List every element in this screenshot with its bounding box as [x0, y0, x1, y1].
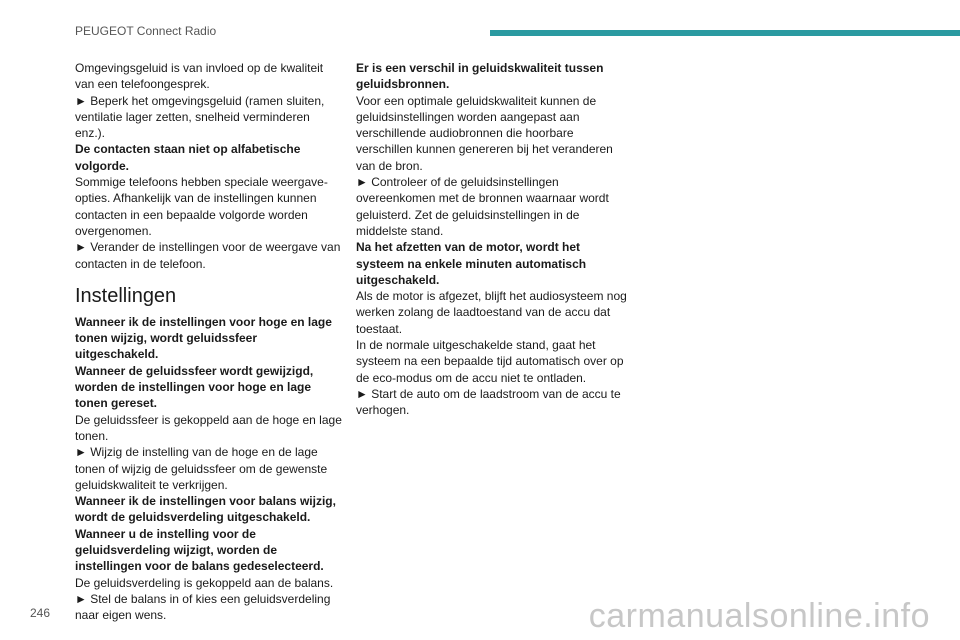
paragraph: Omgevingsgeluid is van invloed op de kwaliteit van een telefoongesprek. — [75, 61, 324, 92]
paragraph: Als de motor is afgezet, blijft het audiosysteem nog werken zolang de laadtoestand van de accu dat toestaat. — [356, 289, 627, 336]
bold-paragraph: Wanneer u de instelling voor de geluidsverdeling wijzigt, worden de instellingen voor de balans gedeselecteerd. — [75, 526, 324, 574]
paragraph: ► Verander de instellingen voor de weergave van contacten in de telefoon. — [75, 240, 341, 271]
bold-paragraph: Wanneer de geluidssfeer wordt gewijzigd, worden de instellingen voor hoge en lage tonen gereset. — [75, 363, 314, 411]
paragraph: ► Start de auto om de laadstroom van de accu te verhogen. — [356, 386, 621, 418]
paragraph: Voor een optimale geluidskwaliteit kunnen de geluidsinstellingen worden aangepast aan verschillende audiobronnen die hoorbare verschillen kunnen genereren bij het veranderen van de bron. — [356, 93, 613, 173]
paragraph: In de normale uitgeschakelde stand, gaat het systeem na een bepaalde tijd automatisch over op de eco-modus om de accu niet te ontladen. — [356, 338, 624, 385]
header-title: PEUGEOT Connect Radio — [75, 24, 217, 38]
bold-paragraph: Er is een verschil in geluidskwaliteit tussen geluidsbronnen. — [356, 61, 604, 92]
watermark-link[interactable]: carmanualsonline.info — [588, 597, 930, 635]
left-column — [75, 60, 343, 624]
bold-paragraph: Wanneer ik de instellingen voor hoge en lage tonen wijzig, wordt geluidssfeer uitgeschakeld. — [75, 314, 332, 362]
paragraph: ► Controleer of de geluidsinstellingen overeenkomen met de bronnen waarnaar wordt geluisterd. Zet de geluidsinstellingen in de middelste stand. — [356, 175, 609, 238]
paragraph: ► Stel de balans in of kies een geluidsverdeling naar eigen wens. — [75, 591, 331, 623]
paragraph: Sommige telefoons hebben speciale weergave-opties. Afhankelijk van de instellingen kunnen contacten in een bepaalde volgorde worden overgenomen. — [75, 175, 328, 238]
section-heading: Instellingen — [75, 284, 177, 307]
header-accent-bar — [490, 30, 960, 36]
bold-paragraph: De contacten staan niet op alfabetische volgorde. — [75, 142, 301, 173]
bold-paragraph: Na het afzetten van de motor, wordt het systeem na enkele minuten automatisch uitgeschakeld. — [356, 240, 587, 287]
bold-paragraph: Wanneer ik de instellingen voor balans wijzig, wordt de geluidsverdeling uitgeschakeld. — [75, 494, 336, 525]
paragraph: De geluidssfeer is gekoppeld aan de hoge en lage tonen. — [75, 412, 342, 443]
page-number: 246 — [30, 606, 51, 620]
paragraph: ► Beperk het omgevingsgeluid (ramen sluiten, ventilatie lager zetten, snelheid verminderen enz.). — [75, 93, 325, 141]
paragraph: De geluidsverdeling is gekoppeld aan de balans. — [75, 575, 334, 590]
right-column — [356, 60, 628, 419]
paragraph: ► Wijzig de instelling van de hoge en de lage tonen of wijzig de geluidssfeer om de gewenste geluidskwaliteit te verkrijgen. — [75, 445, 328, 492]
